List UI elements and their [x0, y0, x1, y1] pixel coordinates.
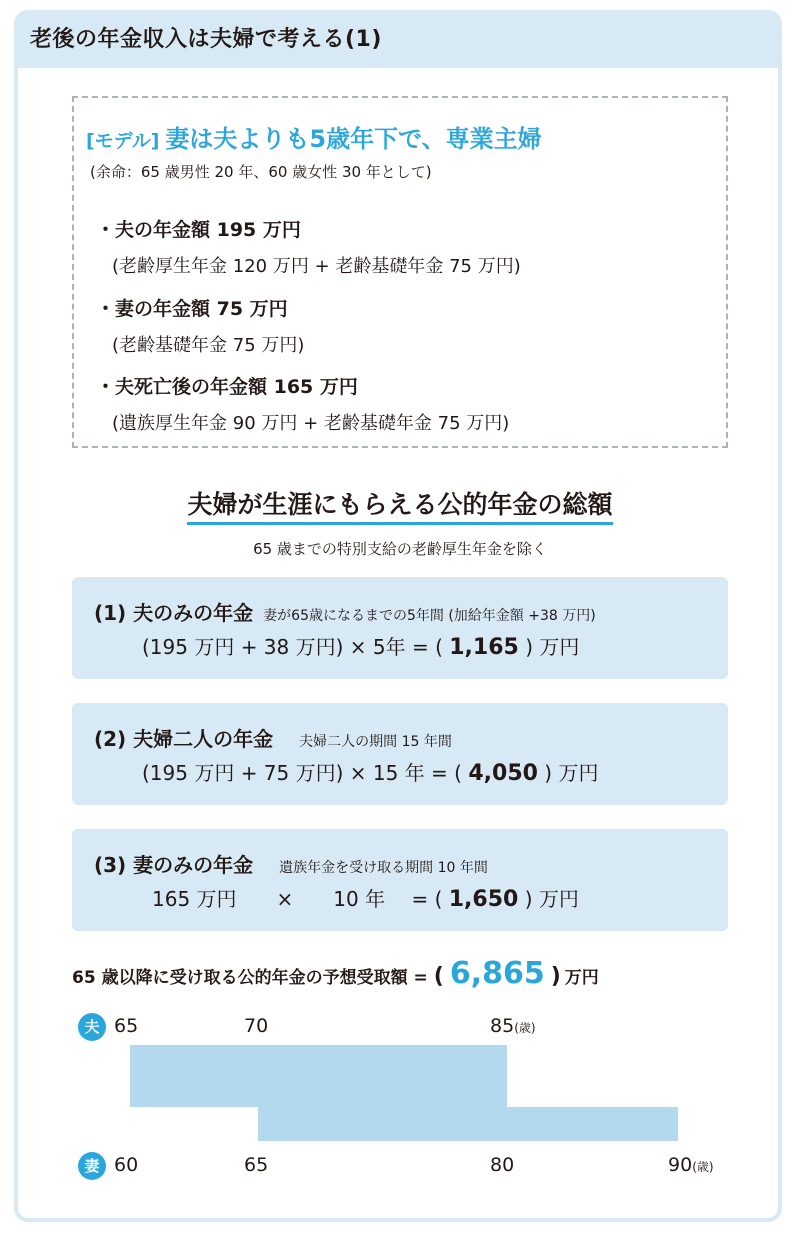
husband-age-70: 70: [244, 1015, 269, 1037]
model-headline-row: [86, 119, 542, 154]
wife-timeline-bar: [258, 1107, 678, 1141]
wife-age-80: 80: [490, 1154, 515, 1176]
wife-pension-label: ・妻の年金額 75 万円: [96, 298, 288, 320]
card-desc: 遺族年金を受け取る期間 10 年間: [279, 860, 488, 876]
card-result: 1,650: [448, 887, 519, 912]
wife-badge: 妻: [78, 1152, 106, 1180]
total-note: 65 歳までの特別支給の老齢厚生年金を除く: [253, 540, 547, 558]
husband-badge: 夫: [78, 1013, 106, 1041]
card-wife-only: [72, 829, 728, 931]
model-headline: 妻は夫よりも5歳年下で、専業主婦: [165, 125, 542, 153]
card-desc: 妻が65歳になるまでの5年間 (加給年金額 +38 万円): [263, 608, 596, 624]
husband-pension-detail: (老齢厚生年金 120 万円 + 老齢基礎年金 75 万円): [112, 256, 521, 277]
projection-value: 6,865: [449, 956, 545, 991]
card-result: 1,165: [449, 635, 519, 660]
wife-age-60: 60: [114, 1154, 139, 1176]
card-desc: 夫婦二人の期間 15 年間: [299, 734, 452, 750]
husband-age-85: 85(歳): [490, 1015, 536, 1037]
wife-age-90: 90(歳): [668, 1154, 714, 1176]
card-formula: (195 万円 + 38 万円) × 5年 = ( 1,165 ) 万円: [142, 635, 580, 660]
card-husband-only: [72, 577, 728, 679]
card-formula: (195 万円 + 75 万円) × 15 年 = ( 4,050 ) 万円: [142, 761, 599, 786]
survivor-pension-label: ・夫死亡後の年金額 165 万円: [96, 376, 358, 398]
model-note: (余命：65 歳男性 20 年、60 歳女性 30 年として): [90, 163, 432, 181]
card-title: (2) 夫婦二人の年金: [94, 727, 274, 751]
model-tag: [モデル]: [86, 130, 160, 152]
husband-age-65: 65: [114, 1015, 139, 1037]
card-title: (1) 夫のみの年金: [94, 601, 254, 625]
card-couple: [72, 703, 728, 805]
card-formula: 165 万円 × 10 年 = ( 1,650 ) 万円: [152, 887, 579, 912]
wife-pension-detail: (老齢基礎年金 75 万円): [112, 335, 305, 356]
projection-row: 65 歳以降に受け取る公的年金の予想受取額 = ( 6,865 ) 万円: [72, 956, 599, 991]
card-title: (3) 妻のみの年金: [94, 853, 254, 877]
panel-title: 老後の年金収入は夫婦で考える(1): [30, 27, 382, 52]
projection-unit: 万円: [564, 968, 599, 988]
projection-label: 65 歳以降に受け取る公的年金の予想受取額 =: [72, 968, 428, 988]
survivor-pension-detail: (遺族厚生年金 90 万円 + 老齢基礎年金 75 万円): [112, 413, 510, 434]
husband-timeline-bar: [130, 1045, 507, 1107]
wife-age-65: 65: [244, 1154, 269, 1176]
husband-pension-label: ・夫の年金額 195 万円: [96, 219, 301, 241]
total-heading: [0, 485, 800, 521]
card-result: 4,050: [468, 761, 538, 786]
total-heading-text: 夫婦が生涯にもらえる公的年金の総額: [187, 490, 612, 525]
